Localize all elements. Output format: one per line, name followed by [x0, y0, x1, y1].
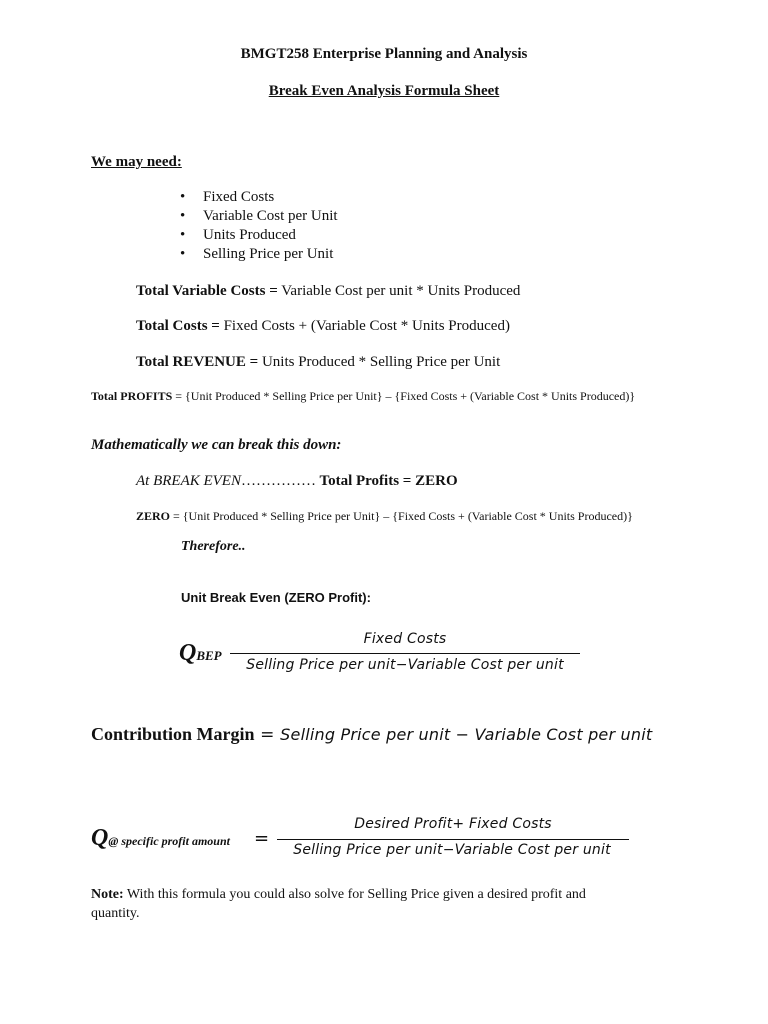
zero-formula: ZERO = {Unit Produced * Selling Price per Unit} – {Fixed Costs + (Variable Cost * Units Produced)} — [136, 509, 633, 523]
unit-break-even-heading: Unit Break Even (ZERO Profit): — [181, 590, 371, 605]
specific-denominator: Selling Price per unit−Variable Cost per unit — [293, 842, 611, 858]
bullet-icon: • — [180, 208, 186, 224]
bep-denominator: Selling Price per unit−Variable Cost per unit — [246, 657, 564, 673]
bullet-icon: • — [180, 246, 186, 262]
list-item: • Units Produced — [180, 227, 296, 243]
qbep-symbol: QBEP — [179, 640, 222, 666]
specific-equals: = — [254, 828, 270, 849]
bep-fraction-bar — [230, 653, 580, 654]
sheet-title: Break Even Analysis Formula Sheet — [268, 83, 500, 99]
contribution-margin-formula: Contribution Margin = Selling Price per unit − Variable Cost per unit — [91, 724, 653, 745]
specific-fraction-bar — [277, 839, 629, 840]
course-title: BMGT258 Enterprise Planning and Analysis — [240, 46, 528, 62]
break-even-statement: At BREAK EVEN…………… Total Profits = ZERO — [136, 473, 458, 489]
q-specific-symbol: Q@ specific profit amount — [91, 825, 230, 851]
therefore-text: Therefore.. — [181, 539, 246, 554]
note-line-2: quantity. — [91, 906, 140, 921]
list-item: • Selling Price per Unit — [180, 246, 334, 262]
note-line-1: Note: With this formula you could also solve for Selling Price given a desired profit and — [91, 887, 586, 902]
total-costs-formula: Total Costs = Fixed Costs + (Variable Cost * Units Produced) — [136, 318, 510, 334]
breakdown-heading: Mathematically we can break this down: — [91, 437, 342, 453]
needs-list — [180, 188, 338, 264]
bullet-icon: • — [180, 227, 186, 243]
total-profits-formula: Total PROFITS = {Unit Produced * Selling Price per Unit} – {Fixed Costs + (Variable Cost * Units Produced)} — [91, 389, 636, 403]
list-item: • Fixed Costs — [180, 189, 275, 205]
specific-numerator: Desired Profit+ Fixed Costs — [354, 816, 552, 832]
bullet-icon: • — [180, 189, 186, 205]
total-revenue-formula: Total REVENUE = Units Produced * Selling Price per Unit — [136, 354, 501, 370]
bep-numerator: Fixed Costs — [363, 631, 447, 647]
total-variable-costs-formula: Total Variable Costs = Variable Cost per unit * Units Produced — [136, 283, 521, 299]
list-item: • Variable Cost per Unit — [180, 208, 338, 224]
needs-heading: We may need: — [91, 154, 182, 170]
